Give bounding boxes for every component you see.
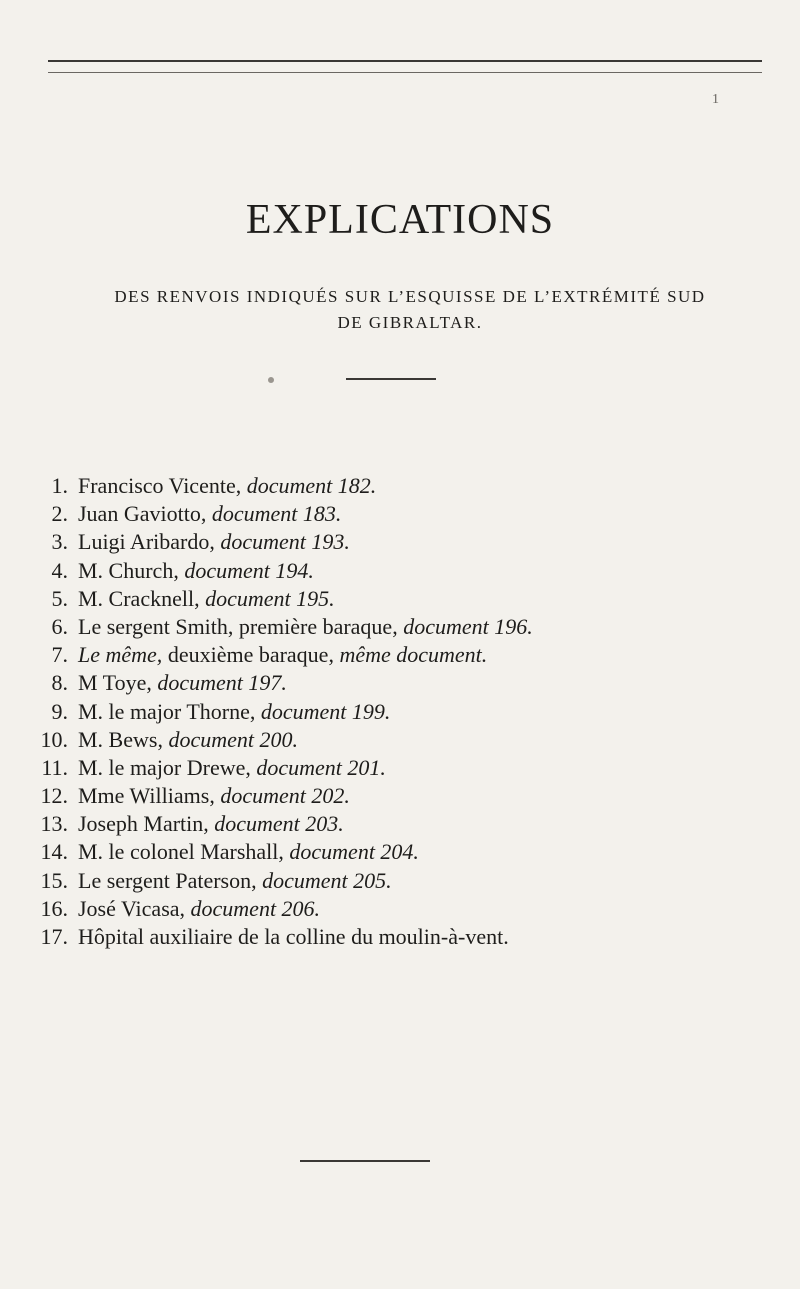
entry-name: Mme Williams, [78,783,215,809]
entry-document: même document. [339,642,488,668]
entry-document: document 206. [190,895,321,921]
entry-number: 5. [51,585,68,611]
list-item [24,557,533,585]
list-item [24,698,533,726]
entry-name: José Vicasa, [78,895,186,921]
page-number: 1 [712,92,719,107]
entry-document: document 202. [220,783,350,809]
entry-list [24,472,533,951]
subtitle [40,284,780,336]
list-item [24,838,533,866]
list-item [24,528,533,556]
bottom-rule [300,1160,430,1162]
list-item [24,782,533,810]
entry-document: document 197. [157,670,287,696]
list-item [24,754,533,782]
list-item [24,613,533,641]
entry-name: Hôpital auxiliaire de la colline du moulin-à-vent. [78,924,509,949]
list-item [24,923,533,951]
separator-rule [346,378,436,380]
list-item [24,641,533,669]
entry-number: 8. [51,670,68,696]
subtitle-line-2: DE GIBRALTAR. [337,313,483,332]
entry-name: M. Cracknell, [78,585,200,611]
entry-document: document 201. [256,754,386,780]
entry-number: 3. [51,529,68,555]
top-rule-thin [48,72,762,73]
entry-number: 7. [51,642,68,668]
entry-name: Le sergent Paterson, [78,867,257,893]
list-item [24,726,533,754]
list-item [24,500,533,528]
list-item [24,895,533,923]
entry-name: M. le colonel Marshall, [78,839,284,865]
entry-document: document 204. [289,839,419,865]
entry-number: 6. [51,613,68,639]
entry-name: M. Bews, [78,726,163,752]
entry-document: document 182. [246,473,377,498]
subtitle-line-1: DES RENVOIS INDIQUÉS SUR L’ESQUISSE DE L’EXTRÉMITÉ SUD [114,287,706,306]
entry-document: document 203. [214,811,344,837]
list-item [24,585,533,613]
list-item [24,810,533,838]
entry-name: Juan Gaviotto, [78,501,207,527]
entry-number: 11. [41,754,68,780]
entry-number: 9. [51,698,68,724]
list-item [24,867,533,895]
entry-document: document 205. [262,867,392,893]
entry-name: M Toye, [78,670,152,696]
entry-name: Francisco Vicente, [78,473,242,498]
entry-document: document 195. [205,585,335,611]
list-item [24,669,533,697]
entry-number: 17. [40,924,68,949]
page-title: EXPLICATIONS [245,197,555,244]
ink-speck [268,377,274,383]
entry-number: 10. [40,726,68,752]
entry-document: document 194. [184,557,314,583]
top-rule [48,60,762,62]
entry-number: 16. [40,895,68,921]
entry-document: document 183. [211,501,342,527]
entry-name: Le sergent Smith, première baraque, [78,613,398,639]
entry-name: deuxième baraque, [167,642,334,668]
entry-name: Luigi Aribardo, [78,529,215,555]
entry-document: document 200. [168,726,298,752]
entry-name: Joseph Martin, [78,811,209,837]
entry-number: 13. [40,811,68,837]
entry-number: 14. [40,839,68,865]
entry-document: document 193. [220,529,350,555]
entry-number: 1. [51,473,68,498]
entry-name: M. Church, [78,557,179,583]
entry-name: M. le major Drewe, [78,754,251,780]
entry-document: document 199. [260,698,391,724]
entry-name: M. le major Thorne, [78,698,256,724]
list-item [24,472,533,500]
entry-name-italic: Le même, [78,642,163,668]
entry-document: document 196. [403,613,533,639]
entry-number: 4. [51,557,68,583]
entry-number: 2. [51,501,68,527]
entry-number: 15. [40,867,68,893]
entry-number: 12. [40,783,68,809]
